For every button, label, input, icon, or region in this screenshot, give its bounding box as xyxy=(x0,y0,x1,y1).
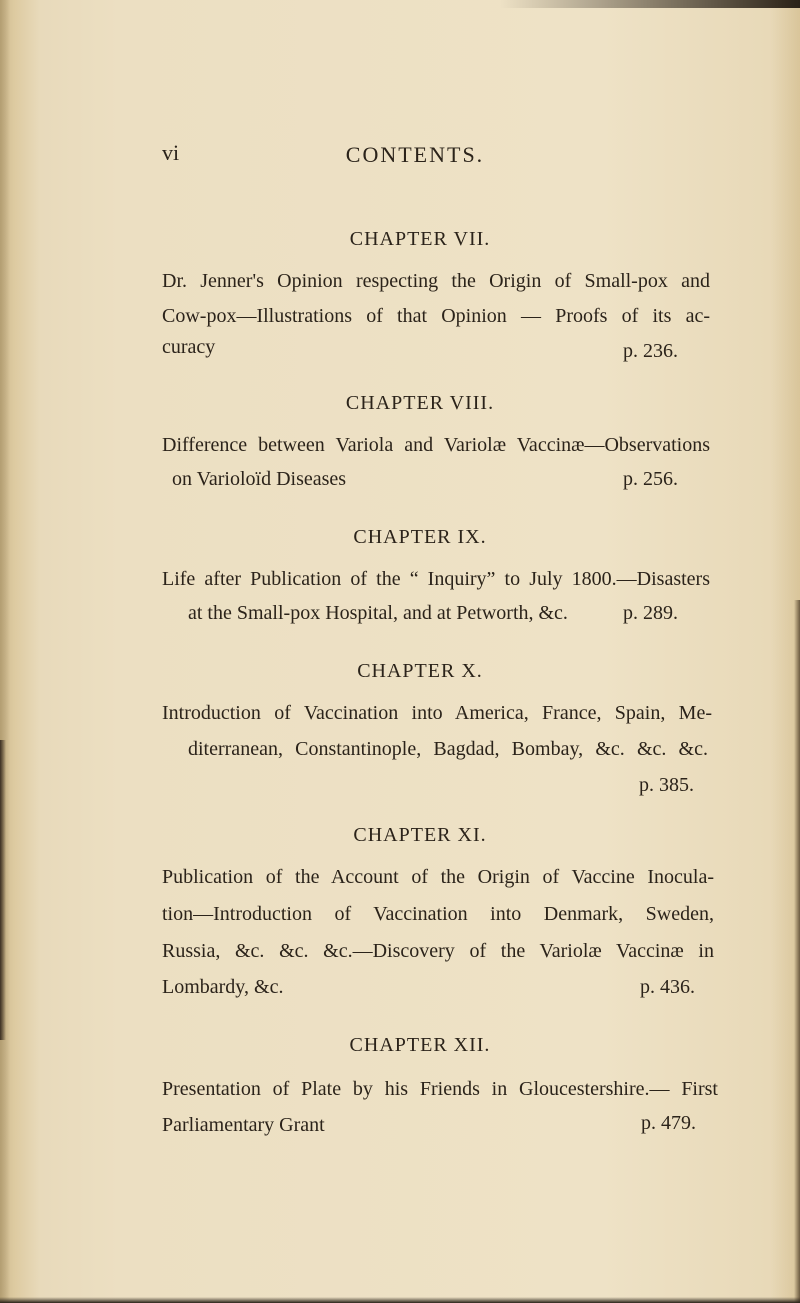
page-gutter-shadow xyxy=(0,0,10,1303)
chapter-11-line-3: Russia, &c. &c. &c.—Discovery of the Variolæ Vaccinæ in xyxy=(162,940,714,962)
chapter-9-title: CHAPTER IX. xyxy=(353,526,487,548)
chapter-10-line-2: diterranean, Constantinople, Bagdad, Bombay, &c. &c. &c. xyxy=(188,738,708,760)
chapter-11-title: CHAPTER XI. xyxy=(353,824,487,846)
spine-shadow xyxy=(0,740,6,1040)
chapter-7-title: CHAPTER VII. xyxy=(349,228,491,250)
chapter-11-page-ref: p. 436. xyxy=(640,976,695,998)
chapter-12-line-1: Presentation of Plate by his Friends in Gloucestershire.— First xyxy=(162,1078,718,1100)
chapter-8-line-1: Difference between Variola and Variolæ Vaccinæ—Observations xyxy=(162,434,710,456)
chapter-10-title: CHAPTER X. xyxy=(357,660,483,682)
chapter-8-page-ref: p. 256. xyxy=(623,468,678,490)
chapter-10-line-1: Introduction of Vaccination into America, France, Spain, Me- xyxy=(162,702,712,724)
page-top-edge-shadow xyxy=(500,0,800,8)
chapter-9-page-ref: p. 289. xyxy=(623,602,678,624)
chapter-7-line-2: Cow-pox—Illustrations of that Opinion — Proofs of its ac- xyxy=(162,305,710,327)
running-head: CONTENTS. xyxy=(345,142,485,167)
chapter-12-line-2: Parliamentary Grant xyxy=(162,1114,325,1136)
page-number: vi xyxy=(162,140,180,165)
chapter-11-line-2: tion—Introduction of Vaccination into Denmark, Sweden, xyxy=(162,903,714,925)
page-right-edge-shadow xyxy=(794,600,800,1303)
chapter-9-line-2: at the Small-pox Hospital, and at Petworth, &c. xyxy=(188,602,568,624)
chapter-12-title: CHAPTER XII. xyxy=(349,1034,491,1056)
chapter-11-line-1: Publication of the Account of the Origin of Vaccine Inocula- xyxy=(162,866,714,888)
chapter-9-line-1: Life after Publication of the “ Inquiry” to July 1800.—Disasters xyxy=(162,568,710,590)
chapter-7-page-ref: p. 236. xyxy=(623,340,678,362)
chapter-7-line-3: curacy xyxy=(162,336,216,358)
chapter-12-page-ref: p. 479. xyxy=(641,1112,696,1134)
chapter-11-line-4: Lombardy, &c. xyxy=(162,976,284,998)
chapter-8-line-2: on Varioloïd Diseases xyxy=(172,468,347,490)
chapter-8-title: CHAPTER VIII. xyxy=(345,392,495,414)
page-bottom-edge-shadow xyxy=(0,1297,800,1303)
chapter-10-page-ref: p. 385. xyxy=(639,774,694,796)
chapter-7-line-1: Dr. Jenner's Opinion respecting the Origin of Small-pox and xyxy=(162,270,710,292)
